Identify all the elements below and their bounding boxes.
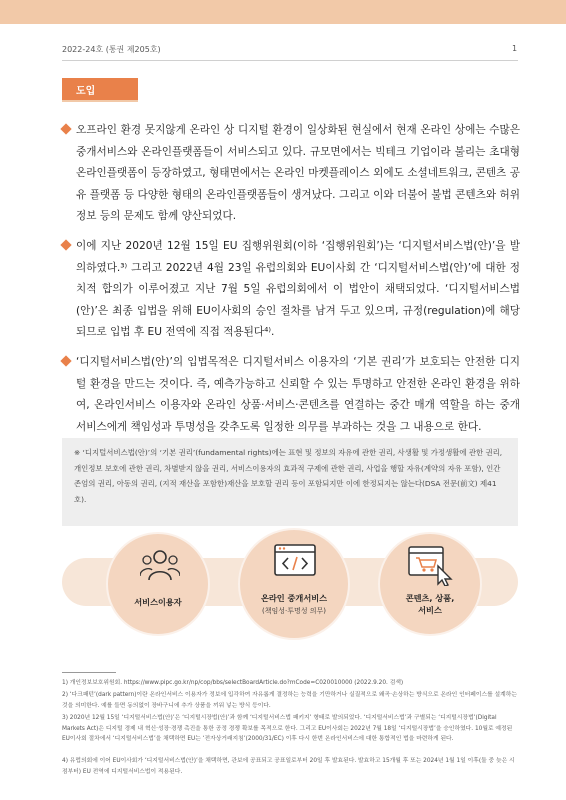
issue-number: 2022-24호 (통권 제205호) (62, 45, 161, 54)
top-accent-bar (0, 0, 566, 24)
footnote-2: 2) ‘다크패턴’(dark pattern)이란 온라인서비스 이용자가 정보에 입각하여 자유롭게 결정하는 능력을 기만하거나 실질적으로 왜곡·손상하는 방식으로 온라인 인터페이스를 설계하는 것을 의미한다. 예를 들면 동의없이 장바구니에 추가 상품을 끼워 넣는 방식 등이다. (62, 692, 517, 709)
users-label: 서비스이용자 (134, 597, 182, 607)
paragraph-text: ‘디지털서비스법(안)’의 입법목적은 디지털서비스 이용자의 ‘기본 권리’가 보호되는 안전한 디지털 환경을 만드는 것이다. 즉, 예측가능하고 신뢰할 수 있는 투명하고 안전한 온라인 환경을 위하여, 온라인서비스 이용자와 온라인 상품·서비스·콘텐츠를 연결하는 중간 매개 역할을 하는 중개 서비스에게 책임성과 투명성을 갖추도록 일정한 의무를 부과하는 것을 그 내용으로 한다. (76, 356, 520, 433)
note-box: ※ ‘디지털서비스법(안)’의 ‘기본 권리’(fundamental rights)에는 표현 및 정보의 자유에 관한 권리, 사생활 및 가정생활에 관한 권리, 개인정보 보호에 관한 권리, 차별받지 않을 권리, 서비스이용자의 효과적 구제에 관한 권리, 사업을 행할 자유(계약의 자유 포함), 인간 존엄의 권리, 아동의 권리, (지적 재산을 포함한)재산을 보호할 권리 등이 포함되지만 이에 한정되지는 않는다(DSA 전문(前文) 제41호). (62, 438, 518, 526)
paragraph-text: 이에 지난 2020년 12월 15일 EU 집행위원회(이하 ‘집행위원회’)는 ‘디지털서비스법(안)’을 발의하였다.³⁾ 그리고 2022년 4월 23일 유럽의회와 EU이사회 간 ‘디지털서비스법(안)’에 대한 정치적 합의가 이루어졌고 지난 7월 5일 유럽의회에서 이 법안이 채택되었다. ‘디지털서비스법(안)’은 최종 입법을 위해 EU이사회의 승인 절차를 남겨 두고 있으며, 규정(regulation)에 해당되므로 입법 후 EU 전역에 직접 적용된다⁴⁾. (76, 240, 520, 338)
service-diagram (62, 532, 518, 640)
intermediary-sublabel: (책임성·투명성 의무) (261, 607, 326, 615)
users-icon (140, 548, 180, 582)
content-label-1: 콘텐츠, 상품, (405, 593, 455, 603)
footnote-1: 1) 개인정보보호위원회. https://www.pipc.go.kr/np/cop/bbs/selectBoardArticle.do?mCode=C020010000 (2022.9.20. 검색) (62, 680, 404, 686)
paragraph-text: 오프라인 환경 못지않게 온라인 상 디지털 환경이 일상화된 현실에서 현재 온라인 상에는 수많은 중개서비스와 온라인플랫폼들이 서비스되고 있다. 규모면에서는 빅테크 기업이라 불리는 초대형 온라인플랫폼이 등장하였고, 형태면에서는 온라인 마켓플레이스 외에도 소셜네트워크, 콘텐츠 공유 플랫폼 등 다양한 형태의 온라인플랫폼들이 생겨났다. 그리고 이와 더불어 불법 콘텐츠와 허위 정보 등의 문제도 함께 양산되었다. (76, 124, 520, 222)
section-title-underline (62, 100, 138, 102)
circle-intermediary (238, 528, 350, 640)
footnote-3: 3) 2020년 12월 15일 ‘디지털서비스법(안)’은 ‘디지털시장법(안)’과 함께 ‘디지털서비스법 패키지’ 형태로 발의되었다. ‘디지털서비스법’과 구별되는 ‘디지털시장법’(Digital Markets Act)은 디지털 경제 내 혁신·성장·경쟁 촉진을 통한 공정 경쟁 확보를 목적으로 한다. 그리고 EU이사회는 2022년 7월 18일 ‘디지털시장법’을 승인하였다. 10월로 예정된 EU이사회 절차에서 ‘디지털서비스법’을 채택하면 EU는 ‘전자상거래지침’(2000/31/EC) 이후 다시 한번 온라인서비스에 대한 통합적인 법을 마련하게 된다. (62, 715, 513, 742)
browser-code-icon (274, 544, 316, 580)
shopping-cart-icon (408, 546, 454, 586)
section-title: 도입 (62, 78, 138, 100)
circle-content (378, 532, 482, 636)
circle-users (106, 532, 210, 636)
paragraph-2 (62, 236, 520, 344)
paragraph-3 (62, 352, 520, 438)
footnote-4: 4) 유럽의회에 이어 EU이사회가 ‘디지털서비스법(안)’을 채택하면, 관보에 공표되고 공표일로부터 20일 후 발효된다. 발효하고 15개월 후 또는 2024년 1월 1일 이후(둘 중 늦은 시점부터) EU 전역에 디지털서비스법이 적용된다. (62, 758, 515, 775)
page-number: 1 (512, 44, 518, 53)
intermediary-label: 온라인 중개서비스 (260, 593, 328, 603)
content-label-2: 서비스 (418, 605, 442, 615)
footnote-divider (62, 672, 116, 673)
paragraph-1 (62, 120, 520, 228)
header-divider (62, 60, 518, 61)
